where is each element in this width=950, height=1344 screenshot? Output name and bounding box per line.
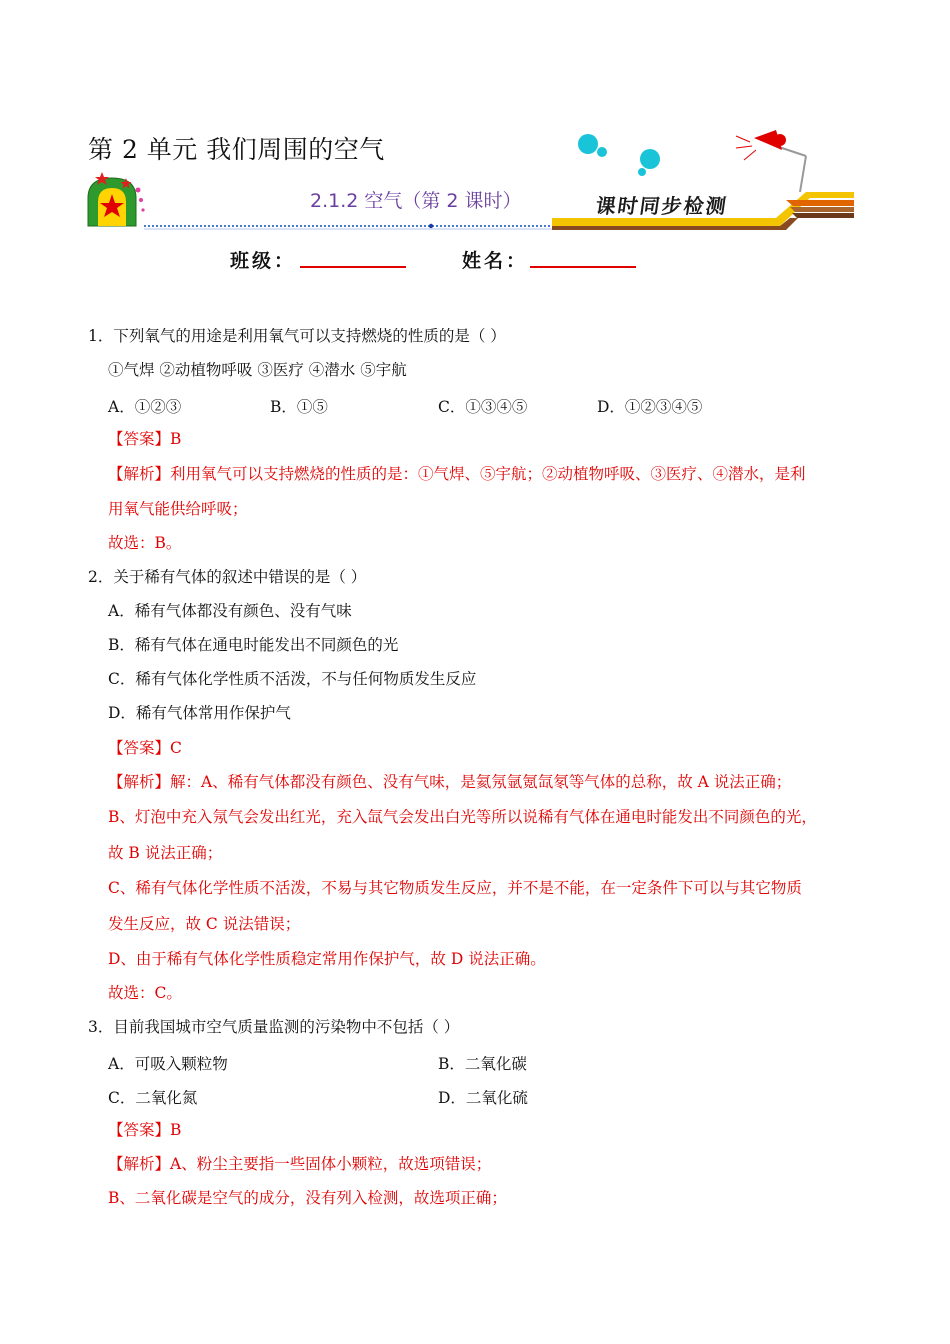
- question-1-analysis-line-3: 故选：B。: [108, 534, 182, 552]
- question-2-option-c: C．稀有气体化学性质不活泼，不与任何物质发生反应: [108, 670, 477, 688]
- question-2-analysis-line-1: 【解析】解：A、稀有气体都没有颜色、没有气味，是氦氖氩氪氙氡等气体的总称，故 A 说法正确；: [108, 773, 792, 791]
- question-1-option-c: C．①③④⑤: [438, 398, 528, 416]
- question-2-option-a: A．稀有气体都没有颜色、没有气味: [108, 602, 352, 620]
- header-banner: [86, 126, 866, 236]
- unit-title: 第 2 单元 我们周围的空气: [88, 135, 385, 164]
- question-3-option-a: A．可吸入颗粒物: [108, 1055, 228, 1073]
- name-label: 姓名：: [462, 250, 529, 272]
- question-2-analysis-line-2: B、灯泡中充入氖气会发出红光，充入氙气会发出白光等所以说稀有气体在通电时能发出不同颜色的光，: [108, 808, 817, 826]
- name-input-line[interactable]: [530, 266, 636, 268]
- class-input-line[interactable]: [300, 266, 406, 268]
- question-1-option-d: D．①②③④⑤: [597, 398, 703, 416]
- question-1-stem: 1．下列氧气的用途是利用氧气可以支持燃烧的性质的是（ ）: [88, 327, 506, 345]
- question-3-option-d: D．二氧化硫: [438, 1089, 528, 1107]
- question-1-items: ①气焊 ②动植物呼吸 ③医疗 ④潜水 ⑤宇航: [108, 361, 407, 379]
- star-emblem-icon: [88, 172, 145, 226]
- question-2-analysis-line-5: 发生反应，故 C 说法错误；: [108, 915, 301, 933]
- bubble-decoration-icon: [578, 134, 660, 176]
- question-2-answer: 【答案】C: [108, 739, 182, 757]
- desk-lamp-icon: [736, 130, 806, 192]
- question-1-answer: 【答案】B: [108, 430, 182, 448]
- lesson-title: 2.1.2 空气（第 2 课时）: [310, 190, 522, 212]
- question-1-analysis-line-2: 用氧气能供给呼吸；: [108, 500, 248, 518]
- question-1-analysis-line-1: 【解析】利用氧气可以支持燃烧的性质的是：①气焊、⑤宇航；②动植物呼吸、③医疗、④潜水，是利: [108, 465, 806, 483]
- sync-check-label: 课时同步检测: [594, 194, 730, 218]
- question-2-stem: 2．关于稀有气体的叙述中错误的是（ ）: [88, 568, 367, 586]
- question-3-stem: 3．目前我国城市空气质量监测的污染物中不包括（ ）: [88, 1018, 460, 1036]
- question-3-option-b: B．二氧化碳: [438, 1055, 527, 1073]
- question-2-option-d: D．稀有气体常用作保护气: [108, 704, 291, 722]
- question-3-answer: 【答案】B: [108, 1121, 182, 1139]
- question-2-analysis-line-7: 故选：C。: [108, 984, 182, 1002]
- question-2-analysis-line-6: D、由于稀有气体化学性质稳定常用作保护气，故 D 说法正确。: [108, 950, 546, 968]
- question-3-analysis-line-2: B、二氧化碳是空气的成分，没有列入检测，故选项正确；: [108, 1189, 507, 1207]
- class-label: 班级：: [230, 250, 297, 272]
- question-3-analysis-line-1: 【解析】A、粉尘主要指一些固体小颗粒，故选项错误；: [108, 1155, 492, 1173]
- question-3-option-c: C．二氧化氮: [108, 1089, 198, 1107]
- question-1-option-a: A．①②③: [108, 398, 182, 416]
- question-1-option-b: B．①⑤: [270, 398, 328, 416]
- question-2-analysis-line-3: 故 B 说法正确；: [108, 844, 223, 862]
- question-2-analysis-line-4: C、稀有气体化学性质不活泼，不易与其它物质发生反应，并不是不能，在一定条件下可以与其它物质: [108, 879, 802, 897]
- question-2-option-b: B．稀有气体在通电时能发出不同颜色的光: [108, 636, 399, 654]
